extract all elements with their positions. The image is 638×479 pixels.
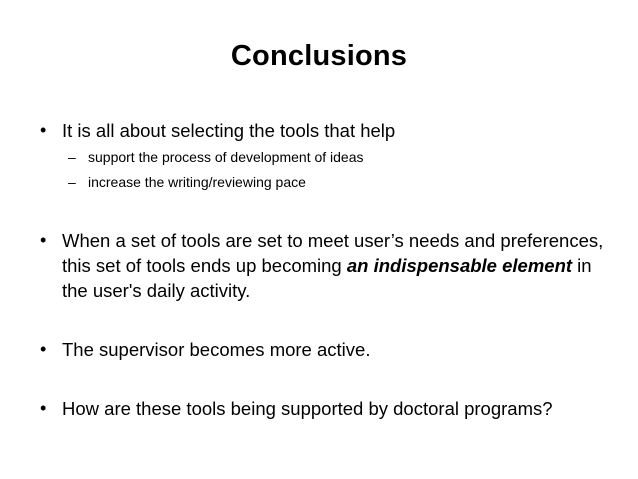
bullet-4-row: [40, 396, 620, 421]
bullet-dot: •: [40, 339, 47, 359]
bullet-2: [40, 228, 620, 303]
bullet-4-text: How are these tools being supported by doctoral programs?: [62, 398, 553, 419]
bullet-4: [40, 396, 620, 421]
bullet-2-text: [62, 228, 620, 303]
bullet-3: [40, 337, 620, 362]
bullet-1-row: [40, 118, 620, 143]
sub-bullet-1: [68, 147, 620, 168]
sub-dash: –: [68, 149, 76, 165]
sub-bullet-2: [68, 172, 620, 193]
bullet-3-text: The supervisor becomes more active.: [62, 339, 371, 360]
bullet-2-emphasis: an indispensable element: [346, 255, 573, 276]
bullet-1: [40, 118, 620, 193]
bullet-2-part2: in the user's daily activity.: [62, 255, 592, 301]
sub-bullet-2-text: increase the writing/reviewing pace: [88, 174, 306, 190]
sub-dash: –: [68, 174, 76, 190]
slide-title: Conclusions: [230, 40, 408, 72]
bullet-3-row: [40, 337, 620, 362]
bullet-dot: •: [40, 230, 47, 250]
bullet-2-part1: When a set of tools are set to meet user’s needs and preferences, this set of tools ends up becoming: [62, 230, 604, 276]
bullet-dot: •: [40, 120, 47, 140]
bullet-1-text: It is all about selecting the tools that help: [62, 120, 396, 141]
bullet-dot: •: [40, 398, 47, 418]
bullet-2-row: [40, 228, 620, 303]
sub-bullet-1-text: support the process of development of ideas: [88, 149, 364, 165]
